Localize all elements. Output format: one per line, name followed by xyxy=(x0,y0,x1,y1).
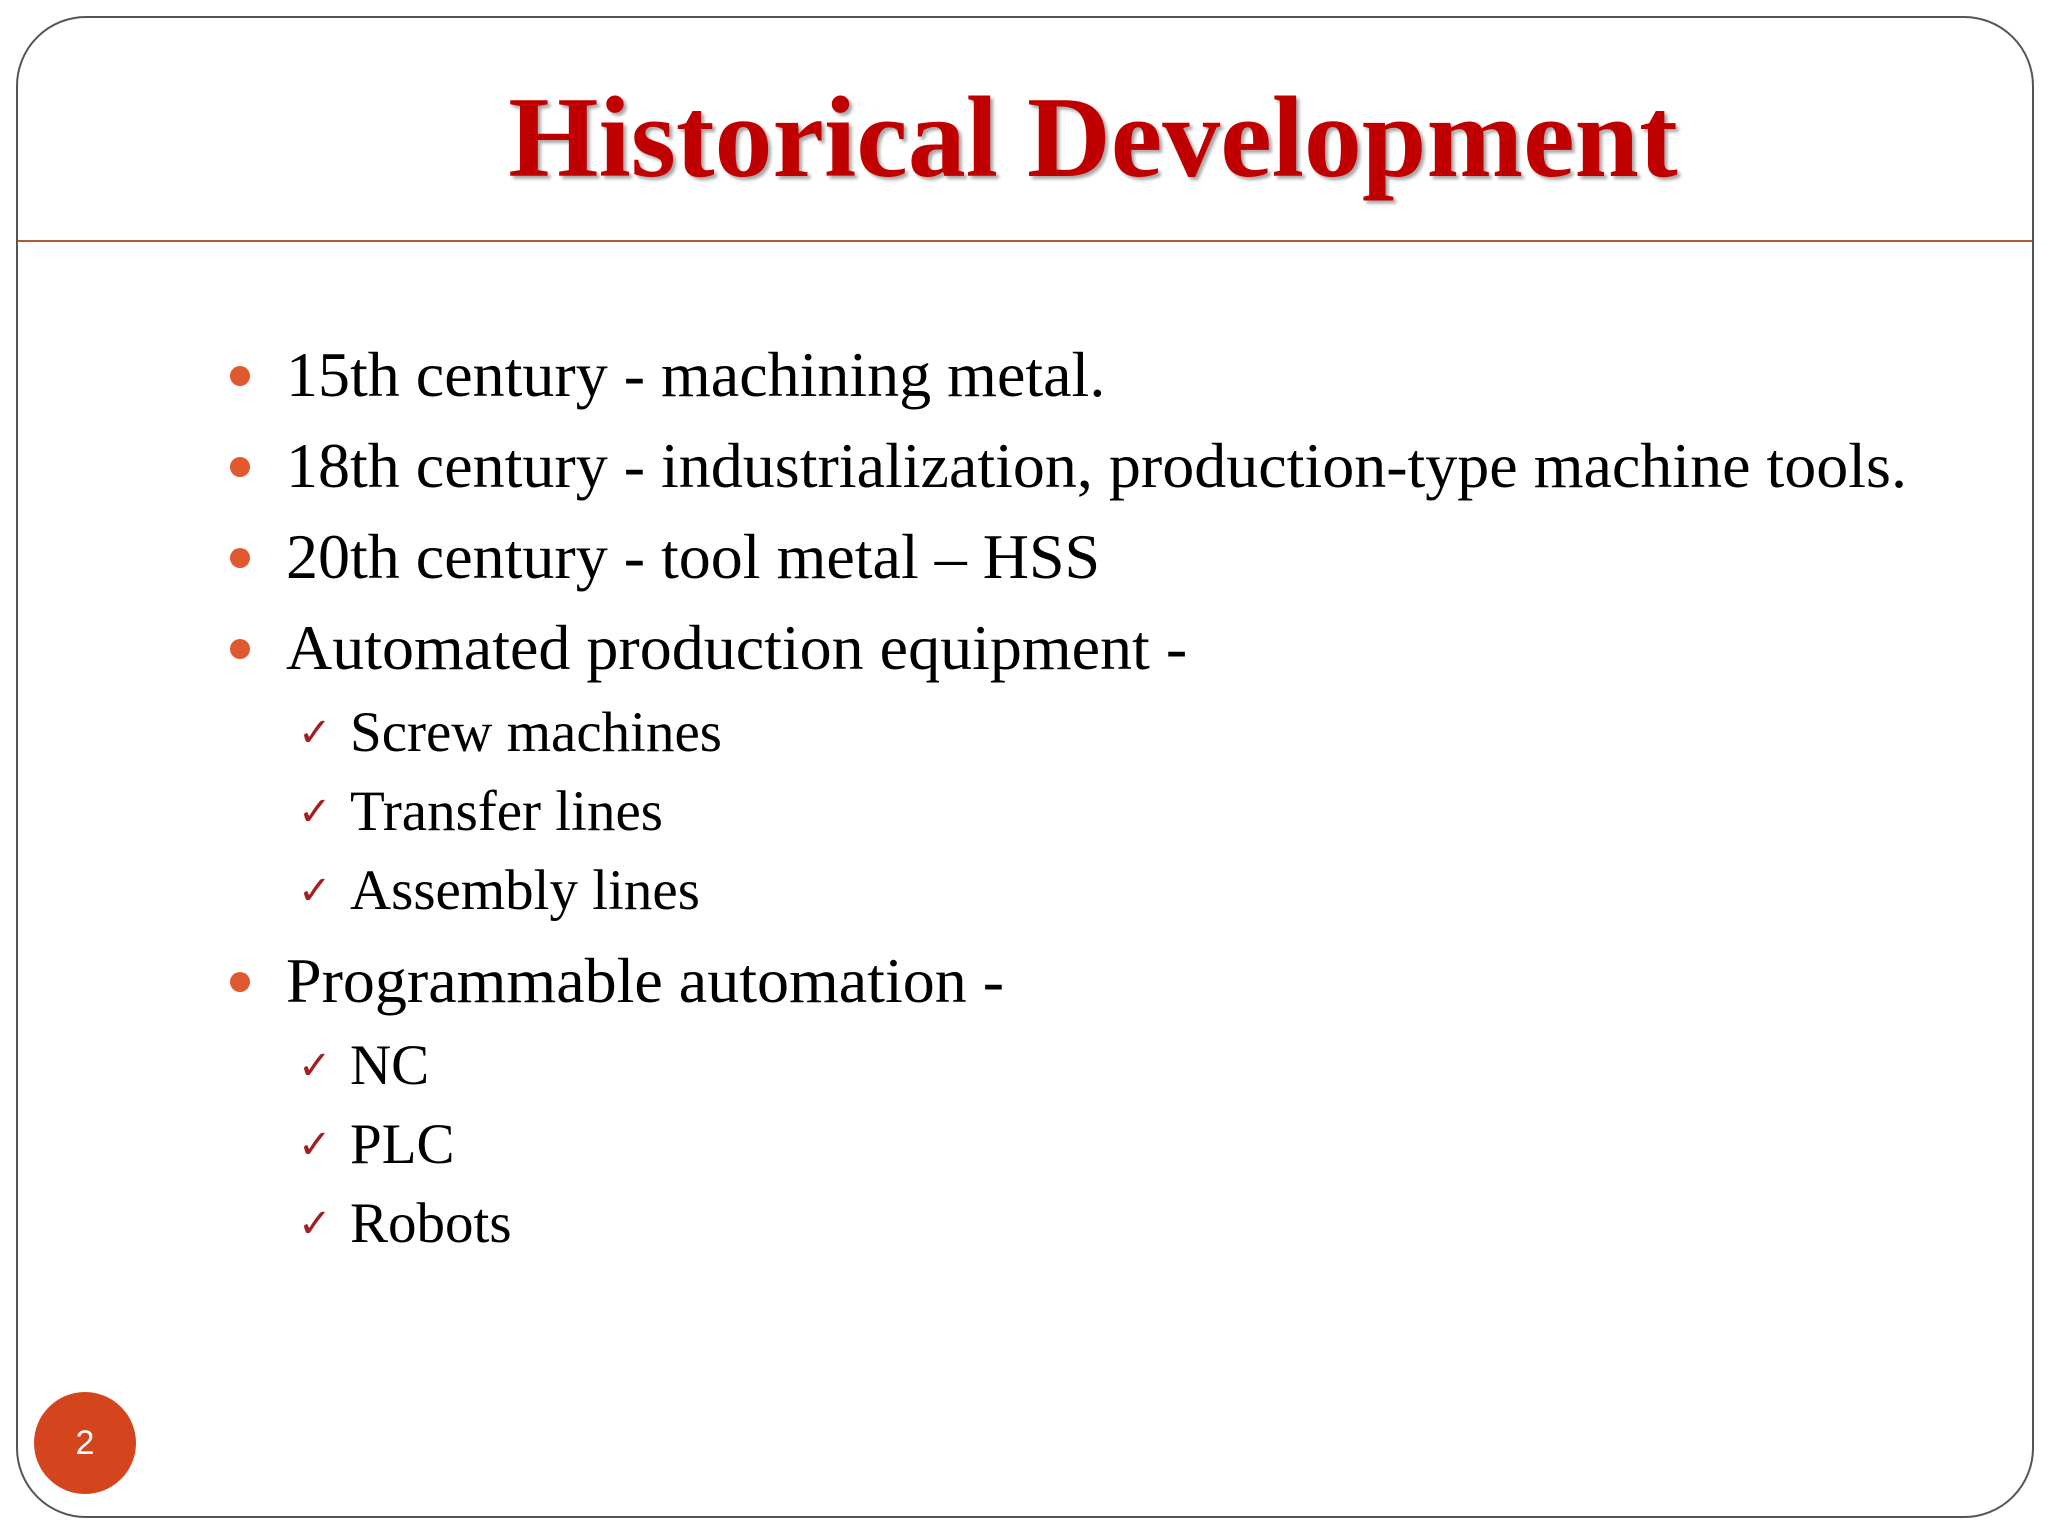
sub-bullet-item xyxy=(198,1189,1938,1259)
sub-bullet-text: NC xyxy=(350,1034,430,1097)
sub-bullet-text: Robots xyxy=(350,1192,512,1255)
bullet-text: Automated production equipment - xyxy=(286,612,1188,683)
sub-bullet-item xyxy=(198,777,1938,847)
checkmark-icon: ✓ xyxy=(298,789,332,835)
checkmark-icon: ✓ xyxy=(298,710,332,756)
bullet-text: Programmable automation - xyxy=(286,945,1005,1016)
sub-bullet-text: Screw machines xyxy=(350,701,722,764)
sub-bullet-item xyxy=(198,698,1938,768)
bullet-dot-icon xyxy=(230,548,250,568)
bullet-item xyxy=(198,429,1938,503)
bullet-item xyxy=(198,944,1938,1018)
slide xyxy=(16,16,2034,1518)
slide-title: Historical Development xyxy=(508,74,1678,202)
checkmark-icon: ✓ xyxy=(298,1043,332,1089)
bullet-dot-icon xyxy=(230,639,250,659)
sub-bullet-item xyxy=(198,1110,1938,1180)
sub-bullet-text: Transfer lines xyxy=(350,780,663,843)
bullet-list xyxy=(198,338,1938,1268)
bullet-text: 18th century - industrialization, production-type machine tools. xyxy=(286,430,1907,501)
bullet-item xyxy=(198,338,1938,412)
sub-bullet-text: PLC xyxy=(350,1113,455,1176)
bullet-item xyxy=(198,520,1938,594)
checkmark-icon: ✓ xyxy=(298,1201,332,1247)
checkmark-icon: ✓ xyxy=(298,1122,332,1168)
bullet-dot-icon xyxy=(230,972,250,992)
sub-bullet-item xyxy=(198,856,1938,926)
bullet-dot-icon xyxy=(230,457,250,477)
title-divider xyxy=(18,240,2032,242)
page-number-badge: 2 xyxy=(34,1392,136,1494)
bullet-text: 20th century - tool metal – HSS xyxy=(286,521,1101,592)
checkmark-icon: ✓ xyxy=(298,868,332,914)
sub-bullet-text: Assembly lines xyxy=(350,859,700,922)
bullet-dot-icon xyxy=(230,366,250,386)
bullet-text: 15th century - machining metal. xyxy=(286,339,1106,410)
sub-bullet-item xyxy=(198,1031,1938,1101)
bullet-item xyxy=(198,611,1938,685)
